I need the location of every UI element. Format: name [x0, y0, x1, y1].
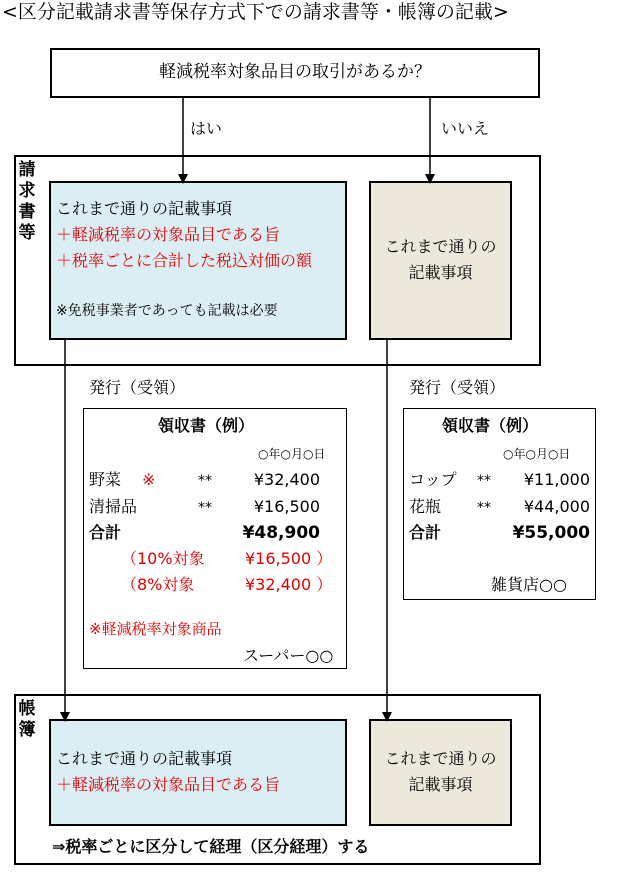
invoice-yes-line1: これまで通りの記載事項 — [56, 199, 233, 218]
receipt-left-amount: ¥16,500 — [253, 497, 320, 516]
invoice-label-char: 請 — [18, 160, 36, 180]
invoice-label-char: 書 — [18, 202, 36, 222]
receipt-left-shop: スーパー○○ — [243, 646, 334, 665]
ledger-yes-line1: これまで通りの記載事項 — [56, 749, 233, 768]
receipt-right-stars: ** — [477, 473, 491, 489]
receipt-left-breakdown-label: （10%対象 — [121, 549, 205, 568]
receipt-right-title: 領収書（例） — [442, 416, 539, 435]
receipt-right-amount: ¥44,000 — [523, 497, 590, 516]
receipt-right-item: 花瓶 — [409, 497, 442, 516]
branch-yes-label: はい — [190, 119, 223, 138]
receipt-left-note: ※軽減税率対象商品 — [89, 620, 222, 638]
ledger-label-char: 簿 — [18, 720, 36, 740]
question-text: 軽減税率対象品目の取引があるか？ — [159, 62, 431, 82]
receipt-left-amount: ¥32,400 — [253, 470, 320, 489]
invoice-yes-line3: ＋税率ごとに合計した税込対価の額 — [56, 251, 313, 270]
invoice-yes-line2: ＋軽減税率の対象品目である旨 — [56, 225, 281, 244]
receipt-left-total-amount: ¥48,900 — [242, 523, 320, 543]
receipt-left-breakdown-amount: ¥32,400 ） — [245, 575, 333, 594]
page-title: <区分記載請求書等保存方式下での請求書等・帳簿の記載> — [2, 1, 509, 23]
receipt-right-shop: 雑貨店○○ — [491, 575, 567, 594]
receipt-left-breakdown-amount: ¥16,500 ） — [245, 549, 333, 568]
invoice-no-line1: これまで通りの — [384, 237, 497, 256]
receipt-right-total-label: 合計 — [409, 523, 442, 542]
invoice-no-line2: 記載事項 — [408, 263, 473, 282]
invoice-yes-note: ※免税事業者であっても記載は必要 — [56, 303, 278, 319]
issue-label-left: 発行（受領） — [89, 378, 186, 397]
receipt-left-item: 清掃品 — [89, 497, 138, 516]
ledger-footer: ⇒税率ごとに区分して経理（区分経理）する — [52, 837, 370, 856]
ledger-no-line1: これまで通りの — [384, 749, 497, 768]
ledger-label-char: 帳 — [18, 699, 36, 719]
receipt-left-total-label: 合計 — [89, 523, 122, 542]
receipt-left-stars: ** — [198, 473, 212, 489]
receipt-right-amount: ¥11,000 — [523, 470, 590, 489]
invoice-label-char: 等 — [18, 223, 36, 243]
receipt-left-date: ○年○月○日 — [258, 447, 326, 461]
issue-label-right: 発行（受領） — [409, 378, 506, 397]
receipt-left-mark: ※ — [142, 470, 156, 489]
ledger-no-line2: 記載事項 — [408, 775, 473, 794]
receipt-left-breakdown-label: （8%対象 — [121, 575, 195, 594]
receipt-right-item: コップ — [409, 470, 457, 489]
receipt-left-stars: ** — [198, 500, 212, 516]
receipt-right-date: ○年○月○日 — [503, 447, 571, 461]
receipt-left-title: 領収書（例） — [158, 416, 255, 435]
receipt-right-total-amount: ¥55,000 — [512, 523, 590, 543]
receipt-right-stars: ** — [477, 500, 491, 516]
receipt-left-item: 野菜 — [89, 470, 122, 489]
ledger-yes-line2: ＋軽減税率の対象品目である旨 — [56, 775, 281, 794]
invoice-label-char: 求 — [18, 181, 36, 201]
branch-no-label: いいえ — [441, 119, 490, 138]
